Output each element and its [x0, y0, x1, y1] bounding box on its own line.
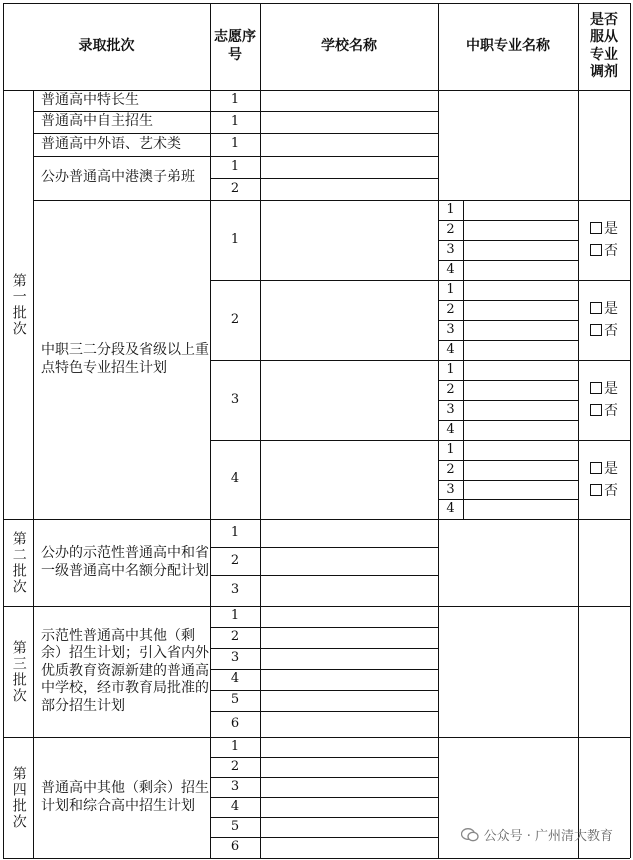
seq-number	[210, 797, 260, 817]
seq-number	[210, 575, 260, 606]
school-input[interactable]	[260, 178, 438, 200]
school-input[interactable]	[260, 837, 438, 858]
watermark	[461, 825, 613, 844]
header-batch-text: 录取批次	[78, 37, 135, 54]
major-seq-number-text: 4	[446, 500, 455, 516]
category-language-art	[33, 133, 210, 156]
seq-number-text: 4	[230, 798, 240, 814]
adjust-choice	[578, 280, 630, 360]
seq-number	[210, 200, 260, 280]
checkbox-icon[interactable]	[590, 324, 602, 336]
seq-number	[210, 648, 260, 669]
major-input[interactable]	[463, 280, 578, 300]
option-label: 否	[604, 403, 618, 419]
seq-number-text: 2	[230, 311, 240, 327]
category-quota	[33, 519, 210, 606]
school-input[interactable]	[260, 156, 438, 178]
checkbox-icon[interactable]	[590, 404, 602, 416]
school-input[interactable]	[260, 797, 438, 817]
seq-number	[210, 606, 260, 627]
seq-number	[210, 817, 260, 837]
seq-number-text: 1	[230, 136, 240, 152]
major-seq-number-text: 1	[446, 361, 455, 377]
adjust-no-option[interactable]	[590, 240, 618, 262]
adjust-no-option[interactable]	[590, 400, 618, 422]
school-input[interactable]	[260, 669, 438, 690]
seq-number	[210, 669, 260, 690]
school-input[interactable]	[260, 627, 438, 648]
major-seq-number-text: 1	[446, 441, 455, 457]
header-adjust-text: 是否服从专业调剂	[590, 11, 618, 80]
school-input[interactable]	[260, 519, 438, 547]
header-adjust	[578, 3, 630, 90]
table-border	[463, 360, 464, 440]
seq-number	[210, 757, 260, 777]
major-seq-number-text: 2	[446, 221, 455, 237]
major-seq-number-text: 4	[446, 261, 455, 277]
major-input[interactable]	[463, 499, 578, 519]
seq-number-text: 2	[230, 629, 240, 645]
major-seq-number	[438, 480, 463, 500]
school-input[interactable]	[260, 440, 438, 519]
major-seq-number-text: 1	[446, 281, 455, 297]
adjust-yes-option[interactable]	[590, 458, 618, 480]
adjust-choice	[578, 200, 630, 280]
school-input[interactable]	[260, 777, 438, 797]
school-input[interactable]	[260, 90, 438, 111]
batch-1	[3, 90, 33, 519]
school-input[interactable]	[260, 757, 438, 777]
seq-number	[210, 547, 260, 575]
seq-number	[210, 280, 260, 360]
seq-number-text: 1	[230, 113, 240, 129]
school-input[interactable]	[260, 111, 438, 133]
school-input[interactable]	[260, 711, 438, 737]
seq-number-text: 6	[230, 839, 240, 855]
header-seq-text: 志愿序号	[214, 29, 256, 63]
school-input[interactable]	[260, 606, 438, 627]
checkbox-icon[interactable]	[590, 302, 602, 314]
seq-number	[210, 90, 260, 111]
seq-number	[210, 519, 260, 547]
header-seq	[210, 3, 260, 90]
seq-number-text: 4	[230, 471, 240, 487]
major-seq-number	[438, 460, 463, 480]
header-major	[438, 3, 578, 90]
table-border	[463, 200, 464, 280]
major-seq-number	[438, 400, 463, 420]
major-input[interactable]	[463, 200, 578, 220]
adjust-no-option[interactable]	[590, 320, 618, 342]
seq-number-text: 1	[230, 231, 240, 247]
batch-4	[3, 737, 33, 858]
seq-number	[210, 111, 260, 133]
adjust-choice	[578, 360, 630, 440]
option-label: 否	[604, 243, 618, 259]
major-seq-number	[438, 360, 463, 380]
adjust-choice	[578, 440, 630, 519]
seq-number-text: 3	[230, 391, 240, 407]
seq-number	[210, 133, 260, 156]
seq-number	[210, 178, 260, 200]
seq-number-text: 2	[230, 180, 240, 196]
major-input[interactable]	[463, 480, 578, 500]
seq-number-text: 1	[230, 524, 240, 540]
major-input[interactable]	[463, 320, 578, 340]
checkbox-icon[interactable]	[590, 382, 602, 394]
category-hk-macau-text: 公办普通高中港澳子弟班	[41, 169, 195, 186]
school-input[interactable]	[260, 360, 438, 440]
adjust-no-option[interactable]	[590, 480, 618, 502]
school-input[interactable]	[260, 575, 438, 606]
header-school	[260, 3, 438, 90]
major-seq-number	[438, 260, 463, 280]
major-seq-number	[438, 340, 463, 360]
adjust-yes-option[interactable]	[590, 298, 618, 320]
major-seq-number	[438, 440, 463, 460]
watermark-text: 公众号 · 广州清大教育	[483, 829, 613, 844]
major-seq-number-text: 4	[446, 421, 455, 437]
category-independent	[33, 111, 210, 133]
category-remaining-general	[33, 737, 210, 858]
seq-number-text: 2	[230, 552, 240, 568]
major-seq-number-text: 2	[446, 381, 455, 397]
major-seq-number-text: 3	[446, 321, 455, 337]
option-label: 否	[604, 323, 618, 339]
major-input[interactable]	[463, 420, 578, 440]
seq-number-text: 1	[230, 92, 240, 108]
table-border	[3, 858, 630, 859]
table-border	[463, 280, 464, 360]
category-remaining-demo	[33, 606, 210, 737]
seq-number-text: 1	[230, 608, 240, 624]
seq-number	[210, 690, 260, 711]
major-seq-number	[438, 240, 463, 260]
major-seq-number-text: 2	[446, 461, 455, 477]
school-input[interactable]	[260, 133, 438, 156]
seq-number-text: 6	[230, 715, 240, 731]
major-seq-number	[438, 200, 463, 220]
seq-number-text: 1	[230, 738, 240, 754]
category-special-talent	[33, 90, 210, 111]
major-input[interactable]	[463, 400, 578, 420]
school-input[interactable]	[260, 737, 438, 757]
seq-number-text: 3	[230, 778, 240, 794]
major-input[interactable]	[463, 340, 578, 360]
batch-3	[3, 606, 33, 737]
major-input[interactable]	[463, 460, 578, 480]
category-remaining-general-text: 普通高中其他（剩余）招生计划和综合高中招生计划	[41, 780, 209, 814]
batch-1-text: 第一批次	[10, 272, 27, 337]
school-input[interactable]	[260, 648, 438, 669]
major-seq-number-text: 4	[446, 341, 455, 357]
seq-number-text: 4	[230, 671, 240, 687]
school-input[interactable]	[260, 690, 438, 711]
category-language-art-text: 普通高中外语、艺术类	[41, 135, 181, 152]
major-input[interactable]	[463, 360, 578, 380]
option-label: 否	[604, 482, 618, 499]
major-input[interactable]	[463, 380, 578, 400]
seq-number	[210, 440, 260, 519]
category-vocational-text: 中职三二分段及省级以上重点特色专业招生计划	[41, 342, 209, 376]
school-input[interactable]	[260, 280, 438, 360]
checkbox-icon[interactable]	[590, 462, 602, 474]
seq-number	[210, 711, 260, 737]
seq-number	[210, 360, 260, 440]
option-label: 是	[604, 301, 618, 317]
major-input[interactable]	[463, 440, 578, 460]
category-hk-macau	[33, 156, 210, 200]
major-input[interactable]	[463, 220, 578, 240]
seq-number	[210, 777, 260, 797]
seq-number-text: 2	[230, 758, 240, 774]
table-border	[463, 440, 464, 519]
header-school-text: 学校名称	[321, 37, 377, 54]
batch-4-text: 第四批次	[10, 765, 27, 830]
major-seq-number	[438, 320, 463, 340]
major-seq-number-text: 3	[446, 481, 455, 497]
checkbox-icon[interactable]	[590, 222, 602, 234]
seq-number-text: 3	[230, 582, 240, 598]
major-seq-number	[438, 499, 463, 519]
category-vocational	[33, 200, 210, 519]
header-major-text: 中职专业名称	[466, 37, 550, 54]
seq-number-text: 5	[230, 818, 240, 834]
major-seq-number	[438, 280, 463, 300]
category-special-talent-text: 普通高中特长生	[41, 91, 139, 108]
seq-number-text: 3	[230, 650, 240, 666]
category-quota-text: 公办的示范性普通高中和省一级普通高中名额分配计划	[41, 545, 209, 579]
batch-2-text: 第二批次	[10, 530, 27, 595]
major-seq-number-text: 1	[446, 201, 455, 217]
major-seq-number-text: 3	[446, 241, 455, 257]
major-input[interactable]	[463, 240, 578, 260]
option-label: 是	[604, 460, 618, 477]
adjust-yes-option[interactable]	[590, 378, 618, 400]
seq-number-text: 5	[230, 692, 240, 708]
seq-number-text: 1	[230, 158, 240, 174]
major-seq-number-text: 2	[446, 301, 455, 317]
major-seq-number	[438, 220, 463, 240]
option-label: 是	[604, 381, 618, 397]
batch-3-text: 第三批次	[10, 639, 27, 704]
school-input[interactable]	[260, 200, 438, 280]
major-seq-number	[438, 300, 463, 320]
checkbox-icon[interactable]	[590, 484, 602, 496]
seq-number	[210, 737, 260, 757]
major-seq-number	[438, 380, 463, 400]
header-batch	[3, 3, 210, 90]
major-input[interactable]	[463, 300, 578, 320]
seq-number	[210, 156, 260, 178]
table-border	[630, 3, 631, 858]
category-remaining-demo-text: 示范性普通高中其他（剩余）招生计划；引入省内外优质教育资源新建的普通高中学校，经市教育局批准的部分招生计划	[41, 627, 209, 714]
option-label: 是	[604, 221, 618, 237]
seq-number	[210, 837, 260, 858]
wechat-icon	[461, 828, 479, 842]
school-input[interactable]	[260, 547, 438, 575]
major-seq-number-text: 3	[446, 401, 455, 417]
major-input[interactable]	[463, 260, 578, 280]
school-input[interactable]	[260, 817, 438, 837]
checkbox-icon[interactable]	[590, 244, 602, 256]
major-seq-number	[438, 420, 463, 440]
adjust-yes-option[interactable]	[590, 218, 618, 240]
batch-2	[3, 519, 33, 606]
seq-number	[210, 627, 260, 648]
category-independent-text: 普通高中自主招生	[41, 113, 153, 130]
